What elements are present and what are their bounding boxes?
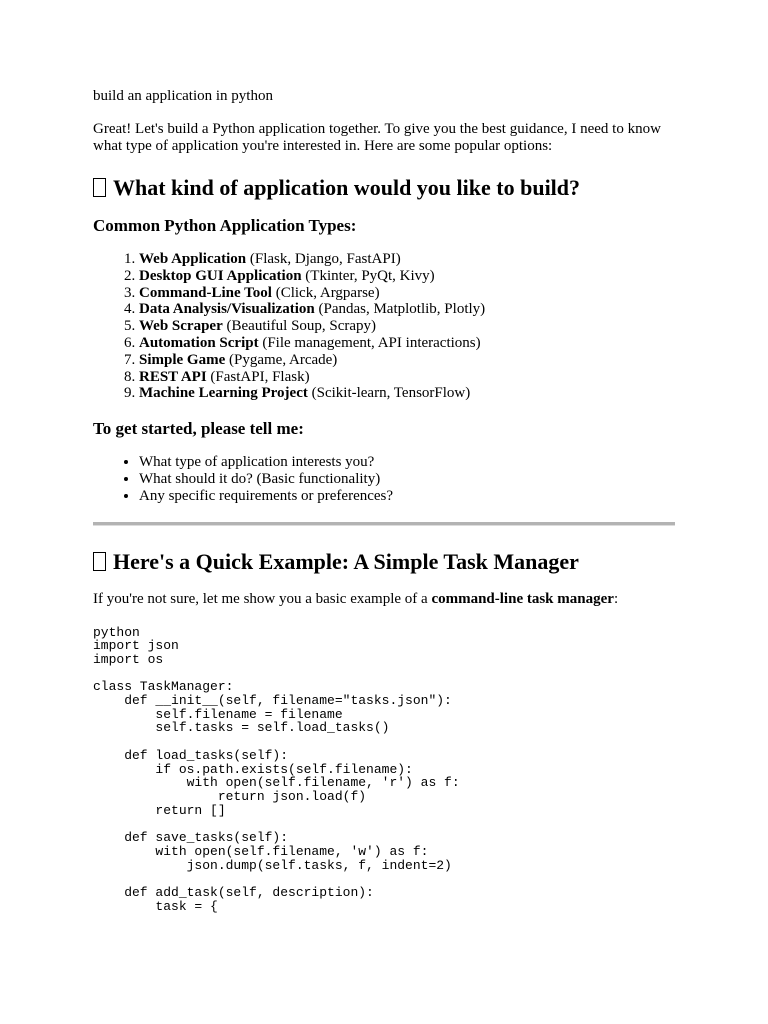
- example-intro-after: :: [613, 590, 619, 607]
- app-type-detail: (FastAPI, Flask): [206, 368, 310, 385]
- application-types-list: [93, 251, 675, 402]
- list-item: • What type of application interests you?: [139, 454, 675, 471]
- list-item: • Any specific requirements or preferences?: [139, 488, 675, 505]
- app-type-name: Data Analysis/Visualization: [139, 301, 315, 318]
- list-item: [139, 285, 675, 302]
- app-type-detail: (Beautiful Soup, Scrapy): [222, 318, 377, 335]
- questions-list: [93, 454, 675, 504]
- heading-quick-example: [93, 549, 675, 575]
- list-item: [139, 251, 675, 268]
- intro-paragraph: Great! Let's build a Python application together. To give you the best guidance, I need to know what type of application you're interested in. Here are some popular options:: [93, 121, 661, 154]
- app-type-detail: (Pygame, Arcade): [225, 351, 338, 368]
- app-type-detail: (Flask, Django, FastAPI): [246, 251, 401, 267]
- app-type-name: Command-Line Tool: [139, 284, 272, 301]
- code-block: python import json import os class TaskManager: def __init__(self, filename="tasks.json"): self.filename = filename self.tasks = self.load_tasks() def load_tasks(self): if os.path.exists(self.filename): with open(self.filename, 'r') as f: return json.load(f) return [] def save_tasks(self): with open(self.filename, 'w') as f: json.dump(self.tasks, f, indent=2) def add_task(self, description): task = {: [93, 624, 460, 914]
- app-type-name: REST API: [139, 368, 207, 385]
- list-item: [139, 352, 675, 369]
- example-intro-bold: command-line task manager: [431, 590, 614, 607]
- heading-application-types: Common Python Application Types:: [93, 216, 357, 235]
- list-item: [139, 318, 675, 335]
- missing-glyph-icon: [93, 552, 106, 571]
- list-item: [139, 301, 675, 318]
- heading-get-started: To get started, please tell me:: [93, 419, 304, 439]
- app-type-detail: (Pandas, Matplotlib, Plotly): [314, 301, 486, 318]
- heading-application-kind: [93, 175, 675, 201]
- list-item: • What should it do? (Basic functionality): [139, 471, 675, 488]
- document-page: [93, 88, 675, 913]
- list-item: [139, 385, 675, 402]
- missing-glyph-icon: [93, 178, 106, 197]
- list-item: [139, 268, 675, 285]
- app-type-name: Web Scraper: [139, 318, 223, 335]
- app-type-detail: (Click, Argparse): [271, 284, 380, 301]
- example-intro-paragraph: [93, 591, 675, 608]
- app-type-detail: (Scikit-learn, TensorFlow): [307, 385, 471, 402]
- app-type-name: Desktop GUI Application: [139, 267, 302, 284]
- heading-quick-example-text: Here's a Quick Example: A Simple Task Manager: [113, 548, 579, 574]
- user-prompt: build an application in python: [93, 88, 273, 104]
- app-type-name: Web Application: [139, 251, 247, 267]
- section-divider: [93, 522, 675, 526]
- app-type-name: Automation Script: [139, 334, 259, 351]
- app-type-name: Machine Learning Project: [139, 385, 308, 402]
- example-intro-before: If you're not sure, let me show you a basic example of a: [93, 590, 432, 607]
- app-type-detail: (Tkinter, PyQt, Kivy): [301, 267, 435, 284]
- heading-application-kind-text: What kind of application would you like to build?: [113, 175, 581, 200]
- list-item: [139, 335, 675, 352]
- list-item: [139, 369, 675, 386]
- app-type-name: Simple Game: [139, 351, 226, 368]
- app-type-detail: (File management, API interactions): [258, 334, 481, 351]
